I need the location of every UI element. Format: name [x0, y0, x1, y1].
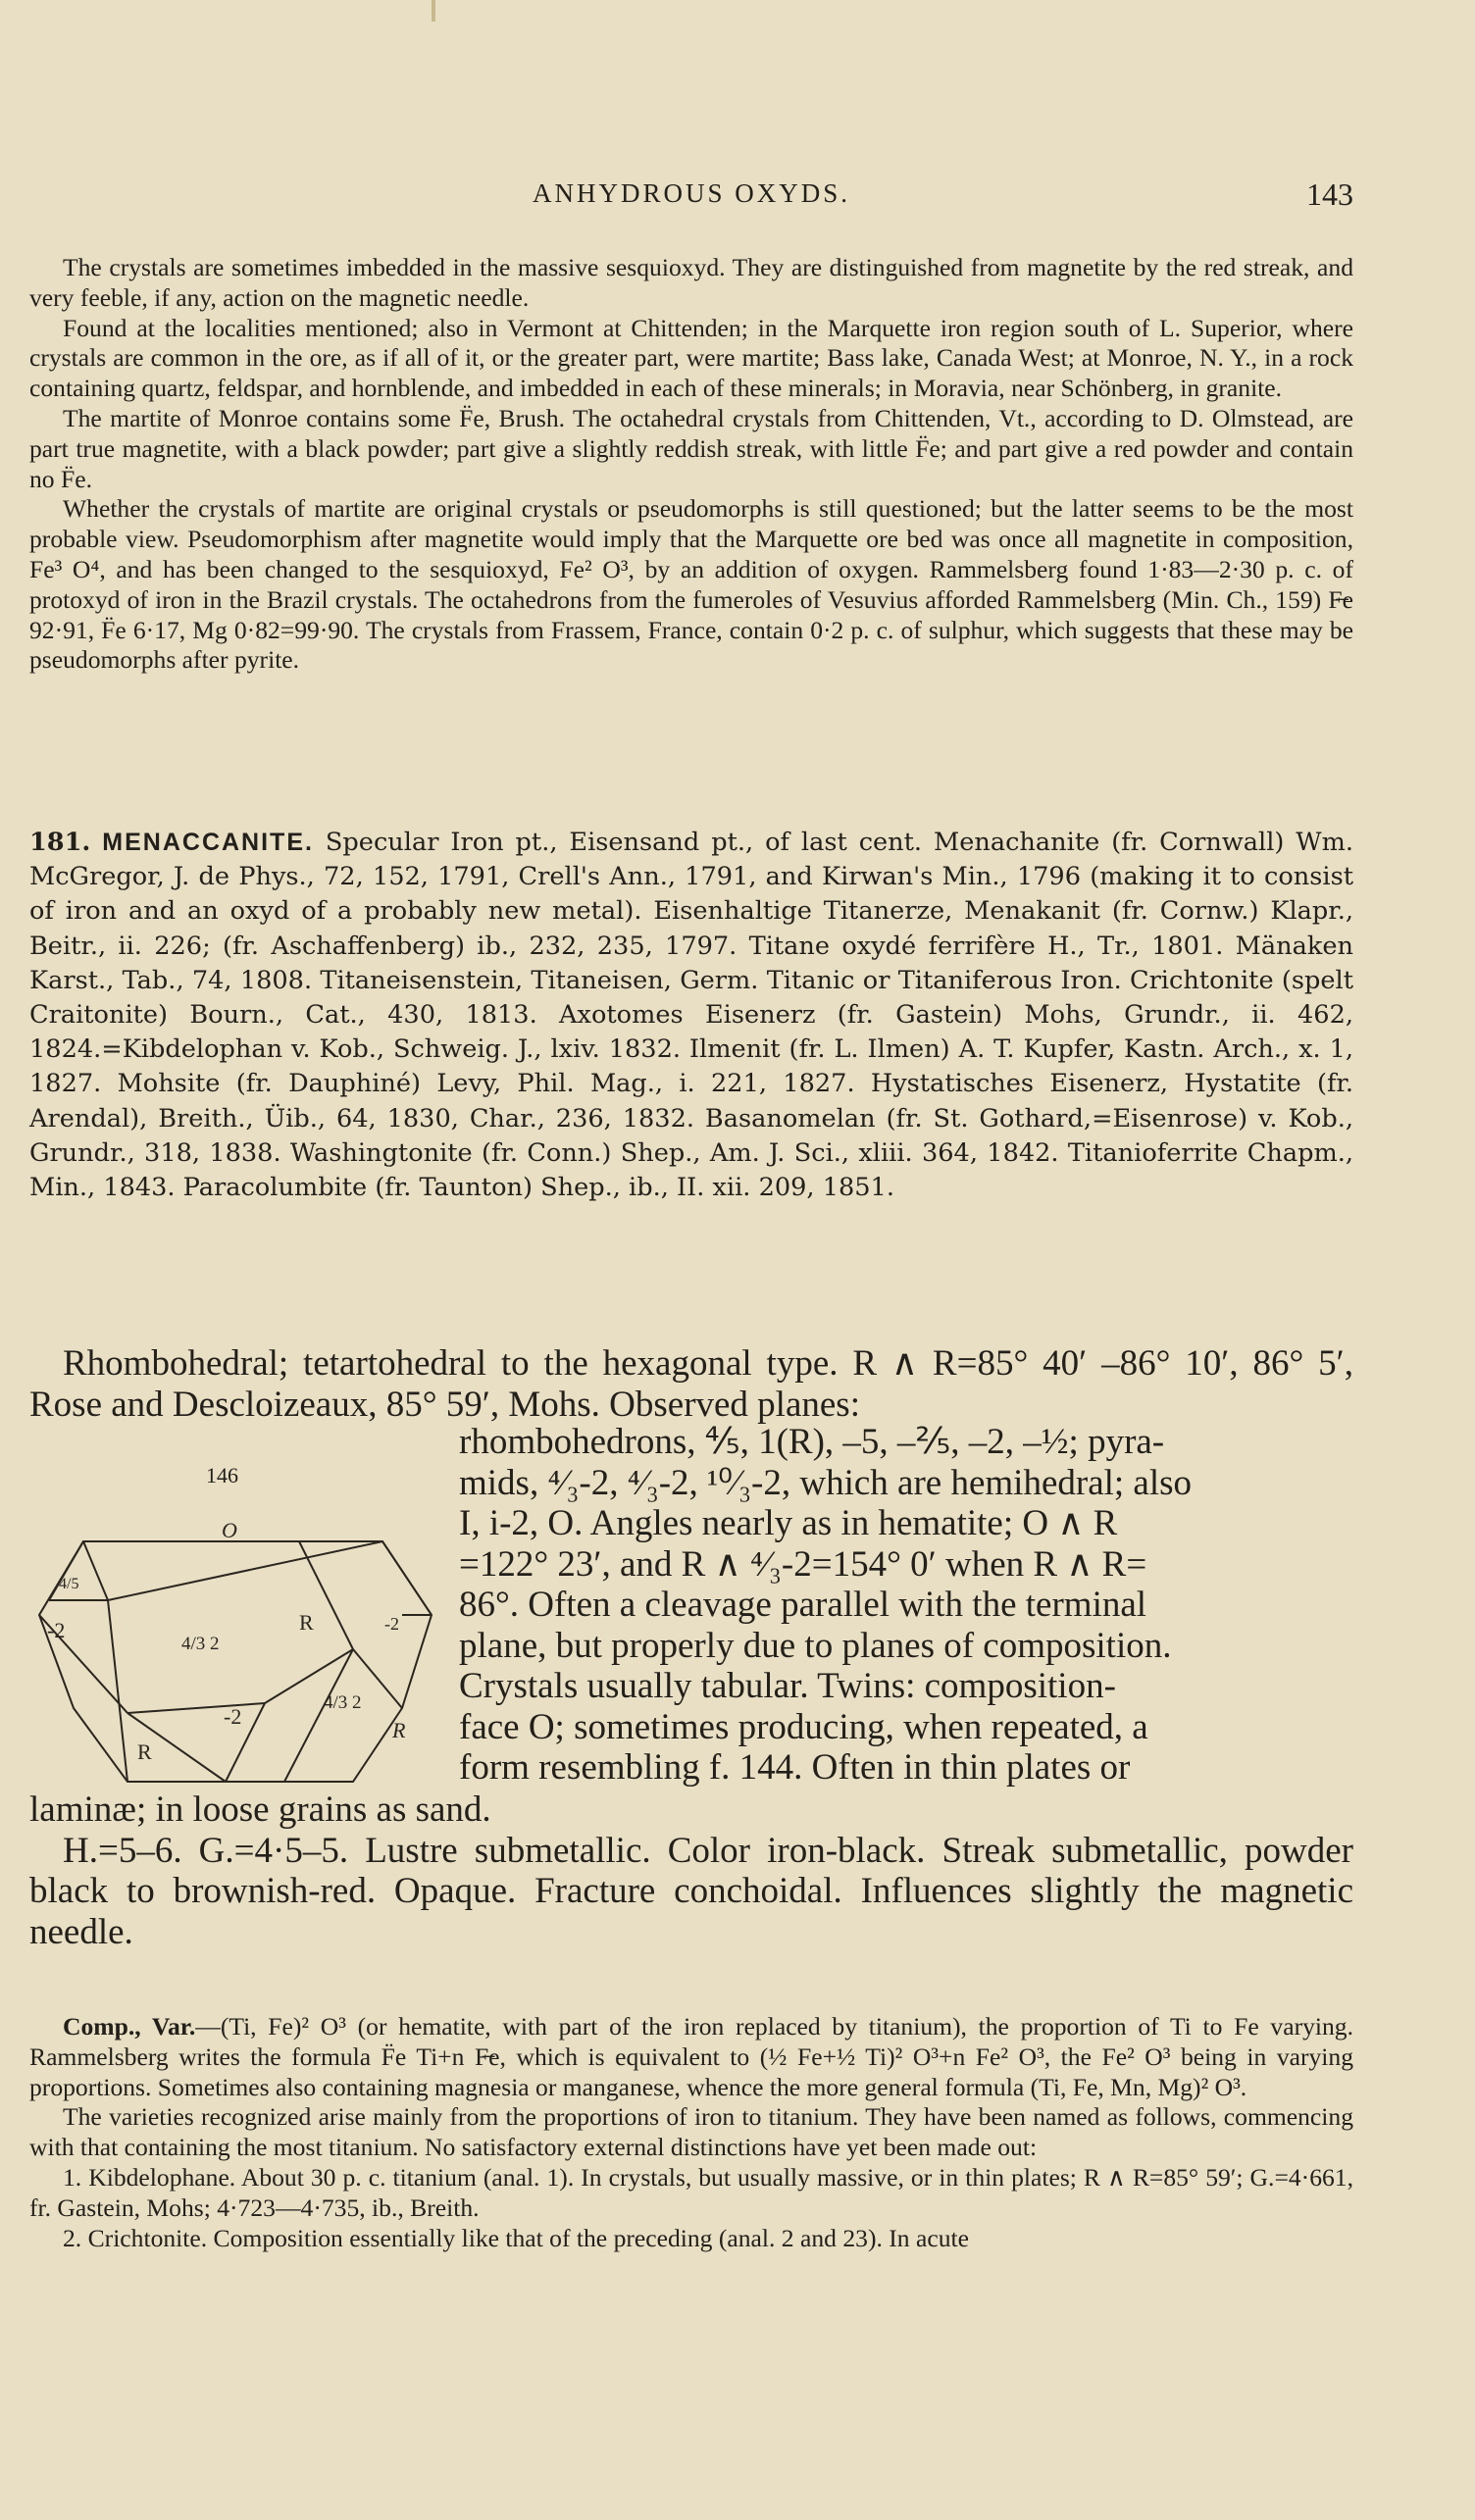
label-four-thirds-center: 4/3 2 [181, 1634, 220, 1654]
label-four-thirds-lower-right: 4/3 2 [324, 1692, 362, 1713]
section-number: 181. [29, 828, 91, 857]
page-number: 143 [1306, 176, 1353, 212]
print-speck [432, 0, 435, 22]
label-r-upper: R [299, 1610, 314, 1635]
variety-crichtonite: 2. Crichtonite. Composition essentially like that of the preceding (anal. 2 and 23). In acute [63, 2223, 969, 2252]
intro-section [29, 253, 1353, 676]
description-continuation: laminæ; in loose grains as sand. [29, 1789, 491, 1830]
intro-paragraph: Whether the crystals of martite are original crystals or pseudomorphs is still questioned; but the latter seems to be the most probable view. Pseudomorphism after magnetite would imply that the Marquette ore bed was once all magnetite in composition, Fe³ O⁴, and has been changed to the sesquioxyd, Fe² O³, by an addition of oxygen. Rammelsberg found 1·83—2·30 p. c. of protoxyd of iron in the Brazil crystals. The octahedrons from the fumeroles of Vesuvius afforded Rammelsberg (Min. Ch., 159) F̶e 92·91, F̈e 6·17, Mg 0·82=99·90. The crystals from Frassem, France, contain 0·2 p. c. of sulphur, which suggests that these may be pseudomorphs after pyrite. [29, 494, 1353, 675]
description-line: form resembling f. 144. Often in thin plates or [459, 1747, 1131, 1788]
section-181-synonymy [29, 826, 1353, 1205]
crystal-edge [108, 1541, 382, 1600]
crystal-edge [127, 1703, 265, 1713]
label-minus-two-left: -2 [47, 1618, 66, 1642]
crystal-drawing [29, 1502, 451, 1796]
description-line: =122° 23′, and R ∧ ⁴⁄₃-2=154° 0′ when R ∧ R= [459, 1543, 1147, 1585]
description-line: Crystals usually tabular. Twins: composition- [459, 1666, 1116, 1706]
composition-text: —(Ti, Fe)² O³ (or hematite, with part of the iron replaced by titanium), the proportion of Ti to Fe varying. Rammelsberg writes the formula F̈e Ti+n F̶e, which is equivalent to (½ Fe+½ Ti)² O³+n Fe² O³, the Fe² O³ being in varying proportions. Sometimes also containing magnesia or manganese, whence the more general formula (Ti, Fe, Mn, Mg)² O³. [29, 2012, 1353, 2101]
description-line: rhombohedrons, ⅘, 1(R), –5, –⅖, –2, –½; pyra- [459, 1422, 1165, 1462]
description-line: I, i-2, O. Angles nearly as in hematite; O ∧ R [459, 1503, 1118, 1543]
crystal-edge [83, 1541, 108, 1600]
physical-properties: H.=5–6. G.=4·5–5. Lustre submetallic. Color iron-black. Streak submetallic, powder black to brownish-red. Opaque. Fracture conchoidal. Influences slightly the magnetic needle. [29, 1830, 1353, 1952]
description-line: plane, but properly due to planes of composition. [459, 1625, 1172, 1666]
label-r-lower-right: R [392, 1718, 406, 1742]
description-line: mids, ⁴⁄₃-2, ⁴⁄₃-2, ¹⁰⁄₃-2, which are hemihedral; also [459, 1462, 1193, 1503]
composition-section [29, 2012, 1353, 2253]
running-head: ANHYDROUS OXYDS. [532, 178, 851, 208]
figure-number: 146 [206, 1463, 238, 1487]
label-o: O [222, 1518, 237, 1542]
description-after-figure [29, 1789, 1353, 1952]
intro-paragraph: The crystals are sometimes imbedded in the massive sesquioxyd. They are distinguished from magnetite by the red streak, and very feeble, if any, action on the magnetic needle. [29, 253, 1353, 312]
description-line: face O; sometimes producing, when repeated, a [459, 1706, 1148, 1747]
label-minus-two-lower: -2 [224, 1704, 242, 1729]
description-top-text: Rhombohedral; tetartohedral to the hexagonal type. R ∧ R=85° 40′ –86° 10′, 86° 5′, Rose and Descloizeaux, 85° 59′, Mohs. Observed planes: [29, 1343, 1353, 1425]
label-r-lower-left: R [137, 1739, 152, 1764]
label-four-fifths: 4/5 [59, 1576, 79, 1592]
description-line: 86°. Often a cleavage parallel with the terminal [459, 1585, 1147, 1625]
intro-paragraph: Found at the localities mentioned; also in Vermont at Chittenden; in the Marquette iron region south of L. Superior, where crystals are common in the ore, as if all of it, or the greater part, were martite; Bass lake, Canada West; at Monroe, N. Y., in a rock containing quartz, feldspar, and hornblende, and imbedded in each of these minerals; in Moravia, near Schönberg, in granite. [29, 313, 1353, 403]
variety-kibdelophane: 1. Kibdelophane. About 30 p. c. titanium (anal. 1). In crystals, but usually massive, or in thin plates; R ∧ R=85° 59′; G.=4·661, fr. Gastein, Mohs; 4·723—4·735, ib., Breith. [29, 2162, 1353, 2222]
crystal-figure [29, 1463, 451, 1796]
label-minus-two-right: -2 [384, 1614, 399, 1634]
crystal-edge [108, 1600, 127, 1782]
description-top [29, 1343, 1353, 1425]
synonymy-text: Specular Iron pt., Eisensand pt., of last cent. Menachanite (fr. Cornwall) Wm. McGregor, J. de Phys., 72, 152, 1791, Crell's Ann., 1791, and Kirwan's Min., 1796 (making it to consist of iron and an oxyd of a probably new metal). Eisenhaltige Titanerze, Menakanit (fr. Cornw.) Klapr., Beitr., ii. 226; (fr. Aschaffenberg) ib., 232, 235, 1797. Titane oxydé ferrifère H., Tr., 1801. Mänaken Karst., Tab., 74, 1808. Titaneisenstein, Titaneisen, Germ. Titanic or Titaniferous Iron. Crichtonite (spelt Craitonite) Bourn., Cat., 430, 1813. Axotomes Eisenerz (fr. Gastein) Mohs, Grundr., ii. 462, 1824.=Kibdelophan v. Kob., Schweig. J., lxiv. 1832. Ilmenit (fr. L. Ilmen) A. T. Kupfer, Kastn. Arch., x. 1, 1827. Mohsite (fr. Dauphiné) Levy, Phil. Mag., i. 221, 1827. Hystatisches Eisenerz, Hystatite (fr. Arendal), Breith., Üib., 64, 1830, Char., 236, 1832. Basanomelan (fr. St. Gothard,=Eisenrose) v. Kob., Grundr., 318, 1838. Washingtonite (fr. Conn.) Shep., Am. J. Sci., xliii. 364, 1842. Titanioferrite Chapm., Min., 1843. Paracolumbite (fr. Taunton) Shep., ib., II. xii. 209, 1851. [29, 828, 1354, 1203]
composition-paragraph: The varieties recognized arise mainly from the proportions of iron to titanium. They have been named as follows, commencing with that containing the most titanium. No satisfactory external distinctions have yet been made out: [29, 2102, 1353, 2162]
intro-paragraph: The martite of Monroe contains some F̈e, Brush. The octahedral crystals from Chittenden, Vt., according to D. Olmstead, are part true magnetite, with a black powder; part give a slightly reddish streak, with little F̈e; and part give a red powder and contain no F̈e. [29, 403, 1353, 493]
page-header [29, 176, 1353, 216]
section-title: MENACCANITE. [102, 829, 314, 856]
description-beside-figure [459, 1422, 1353, 1789]
crystal-edge [382, 1541, 432, 1615]
composition-label: Comp., Var. [63, 2012, 196, 2041]
